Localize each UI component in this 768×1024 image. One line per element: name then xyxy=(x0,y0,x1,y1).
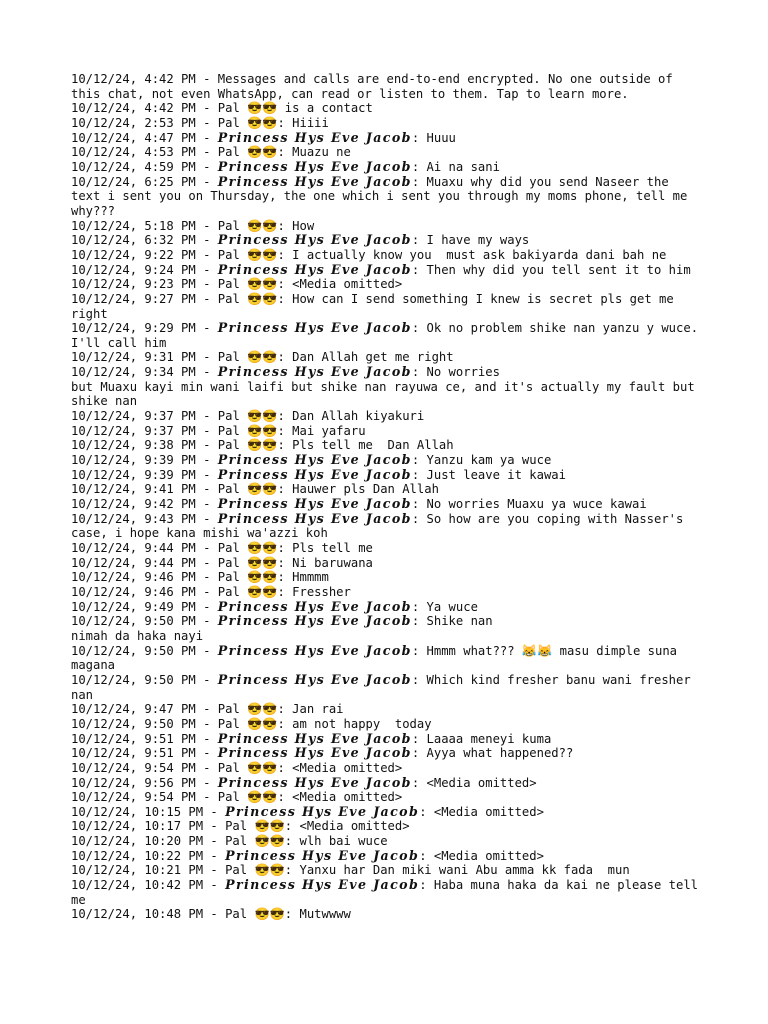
message-sender: Pal 😎😎 xyxy=(217,584,278,599)
message-text: Hiiii xyxy=(292,115,329,130)
message-timestamp: 10/12/24, 9:37 PM xyxy=(71,409,196,424)
message-line: 10/12/24, 9:46 PM - Pal 😎😎: Hmmmm xyxy=(71,570,329,585)
message-line: 10/12/24, 9:56 PM - Princess Hys Eve Jacob: <Media omitted> xyxy=(71,774,537,790)
message-line: 10/12/24, 10:21 PM - Pal 😎😎: Yanxu har Dan miki wani Abu amma kk fada mun xyxy=(71,863,630,878)
message-text: Pal 😎😎 is a contact xyxy=(217,101,373,116)
message-text: Laaaa meneyi kuma xyxy=(426,731,552,746)
message-sender: Pal 😎😎 xyxy=(225,819,285,834)
message-text: <Media omitted> xyxy=(433,848,544,863)
message-sender: Princess Hys Eve Jacob xyxy=(217,745,412,761)
message-timestamp: 10/12/24, 9:37 PM xyxy=(71,423,196,438)
message-text: <Media omitted> xyxy=(292,760,403,775)
message-sender: Princess Hys Eve Jacob xyxy=(225,877,420,893)
message-sender: Princess Hys Eve Jacob xyxy=(225,803,420,819)
message-sender: Princess Hys Eve Jacob xyxy=(217,158,412,174)
message-sender: Princess Hys Eve Jacob xyxy=(217,129,412,145)
message-line: 10/12/24, 9:23 PM - Pal 😎😎: <Media omitted> xyxy=(71,277,403,292)
message-text: Hmmm what??? 😹😹 masu dimple suna magana xyxy=(71,643,685,673)
message-line: 10/12/24, 4:59 PM - Princess Hys Eve Jacob: Ai na sani xyxy=(71,158,500,174)
message-timestamp: 10/12/24, 9:50 PM xyxy=(71,716,196,731)
message-sender: Princess Hys Eve Jacob xyxy=(217,510,412,526)
message-timestamp: 10/12/24, 9:46 PM xyxy=(71,584,196,599)
message-line: 10/12/24, 9:49 PM - Princess Hys Eve Jacob: Ya wuce xyxy=(71,598,478,614)
message-line: 10/12/24, 10:17 PM - Pal 😎😎: <Media omitted> xyxy=(71,819,410,834)
message-text: Ok no problem shike nan yanzu y wuce. I'll call him xyxy=(71,321,706,350)
message-sender: Princess Hys Eve Jacob xyxy=(217,730,412,746)
message-text: Dan Allah get me right xyxy=(292,350,454,365)
message-sender: Pal 😎😎 xyxy=(217,409,278,424)
message-line: 10/12/24, 4:53 PM - Pal 😎😎: Muazu ne xyxy=(71,145,351,160)
message-timestamp: 10/12/24, 9:31 PM xyxy=(71,350,196,365)
message-timestamp: 10/12/24, 9:23 PM xyxy=(71,277,196,292)
message-text: Haba muna haka da kai ne please tell me xyxy=(71,878,706,907)
message-timestamp: 10/12/24, 6:32 PM xyxy=(71,233,196,248)
message-line: 10/12/24, 10:20 PM - Pal 😎😎: wlh bai wuce xyxy=(71,834,388,849)
message-timestamp: 10/12/24, 5:18 PM xyxy=(71,218,196,233)
message-text: Muaxu why did you send Naseer the text i sent you on Thursday, the one which i sent you through my moms phone, tell me why??? xyxy=(71,174,695,218)
message-text: Hmmmm xyxy=(292,570,329,585)
message-text: Yanxu har Dan miki wani Abu amma kk fada mun xyxy=(299,863,630,878)
message-sender: Pal 😎😎 xyxy=(217,570,278,585)
message-text: Muazu ne xyxy=(292,145,351,160)
message-text: Ai na sani xyxy=(426,159,500,174)
message-line: 10/12/24, 10:48 PM - Pal 😎😎: Mutwwww xyxy=(71,907,351,922)
message-timestamp: 10/12/24, 9:56 PM xyxy=(71,775,196,790)
message-timestamp: 10/12/24, 10:22 PM xyxy=(71,848,204,863)
message-sender: Princess Hys Eve Jacob xyxy=(217,496,412,512)
message-line: 10/12/24, 9:54 PM - Pal 😎😎: <Media omitted> xyxy=(71,790,403,805)
message-timestamp: 10/12/24, 9:38 PM xyxy=(71,438,196,453)
message-text: Pls tell me Dan Allah xyxy=(292,438,454,453)
message-text: Huuu xyxy=(426,130,456,145)
message-text: Jan rai xyxy=(292,702,344,717)
message-sender: Pal 😎😎 xyxy=(217,438,278,453)
message-timestamp: 10/12/24, 9:46 PM xyxy=(71,570,196,585)
message-sender: Princess Hys Eve Jacob xyxy=(217,642,412,658)
message-timestamp: 10/12/24, 4:42 PM xyxy=(71,101,196,116)
message-line: 10/12/24, 9:51 PM - Princess Hys Eve Jacob: Ayya what happened?? xyxy=(71,745,574,761)
message-text: Shike nan nimah da haka nayi xyxy=(71,614,493,643)
message-text: Yanzu kam ya wuce xyxy=(426,453,552,468)
message-timestamp: 10/12/24, 2:53 PM xyxy=(71,115,196,130)
message-line: 10/12/24, 9:27 PM - Pal 😎😎: How can I send something I knew is secret pls get me right xyxy=(71,291,682,321)
message-line: 10/12/24, 9:46 PM - Pal 😎😎: Fressher xyxy=(71,584,351,599)
message-line: 10/12/24, 9:37 PM - Pal 😎😎: Mai yafaru xyxy=(71,423,366,438)
message-timestamp: 10/12/24, 9:34 PM xyxy=(71,365,196,380)
message-sender: Pal 😎😎 xyxy=(217,218,278,233)
message-text: <Media omitted> xyxy=(426,775,537,790)
message-line: 10/12/24, 10:22 PM - Princess Hys Eve Jacob: <Media omitted> xyxy=(71,847,544,863)
message-line: 10/12/24, 9:29 PM - Princess Hys Eve Jacob: Ok no problem shike nan yanzu y wuce. I'll call him xyxy=(71,320,706,350)
message-sender: Pal 😎😎 xyxy=(217,702,278,717)
message-line: 10/12/24, 10:15 PM - Princess Hys Eve Jacob: <Media omitted> xyxy=(71,803,544,819)
message-text: am not happy today xyxy=(292,716,432,731)
message-line: 10/12/24, 9:50 PM - Princess Hys Eve Jacob: Shike nan nimah da haka nayi xyxy=(71,613,493,643)
message-text: <Media omitted> xyxy=(299,819,410,834)
message-line: 10/12/24, 9:54 PM - Pal 😎😎: <Media omitted> xyxy=(71,760,403,775)
message-line: 10/12/24, 9:39 PM - Princess Hys Eve Jacob: Just leave it kawai xyxy=(71,466,566,482)
message-line: 10/12/24, 9:50 PM - Princess Hys Eve Jacob: Which kind fresher banu wani fresher nan xyxy=(71,671,699,702)
message-line: 10/12/24, 6:32 PM - Princess Hys Eve Jacob: I have my ways xyxy=(71,232,530,248)
message-timestamp: 10/12/24, 10:48 PM xyxy=(71,907,204,922)
message-text: Mai yafaru xyxy=(292,423,366,438)
message-sender: Pal 😎😎 xyxy=(217,291,278,306)
message-sender: Princess Hys Eve Jacob xyxy=(225,847,420,863)
message-timestamp: 10/12/24, 9:44 PM xyxy=(71,555,196,570)
message-sender: Pal 😎😎 xyxy=(217,145,278,160)
message-timestamp: 10/12/24, 9:50 PM xyxy=(71,614,196,629)
message-timestamp: 10/12/24, 9:51 PM xyxy=(71,746,196,761)
message-line: 10/12/24, 5:18 PM - Pal 😎😎: How xyxy=(71,218,315,233)
message-line: 10/12/24, 9:38 PM - Pal 😎😎: Pls tell me Dan Allah xyxy=(71,438,454,453)
message-line: 10/12/24, 9:44 PM - Pal 😎😎: Pls tell me xyxy=(71,541,373,555)
message-line: 10/12/24, 9:34 PM - Princess Hys Eve Jacob: No worries but Muaxu kayi min wani laifi but shike nan rayuwa ce, and it's actually my fault but shike nan xyxy=(71,365,703,409)
message-line: 10/12/24, 9:47 PM - Pal 😎😎: Jan rai xyxy=(71,702,344,717)
chat-export-log xyxy=(71,72,706,922)
message-timestamp: 10/12/24, 10:15 PM xyxy=(71,804,204,819)
message-timestamp: 10/12/24, 9:54 PM xyxy=(71,790,196,805)
message-sender: Pal 😎😎 xyxy=(217,277,278,292)
message-text: Then why did you tell sent it to him xyxy=(426,262,691,277)
message-timestamp: 10/12/24, 9:43 PM xyxy=(71,511,196,526)
message-sender: Pal 😎😎 xyxy=(217,482,278,497)
message-line: 10/12/24, 9:51 PM - Princess Hys Eve Jacob: Laaaa meneyi kuma xyxy=(71,730,552,746)
message-text: No worries Muaxu ya wuce kawai xyxy=(426,497,647,512)
message-line: 10/12/24, 9:39 PM - Princess Hys Eve Jacob: Yanzu kam ya wuce xyxy=(71,452,552,468)
message-sender: Pal 😎😎 xyxy=(217,716,278,731)
message-text: wlh bai wuce xyxy=(299,834,388,849)
message-timestamp: 10/12/24, 4:47 PM xyxy=(71,130,196,145)
message-sender: Pal 😎😎 xyxy=(217,115,278,130)
message-sender: Pal 😎😎 xyxy=(225,834,285,849)
message-line: 10/12/24, 9:24 PM - Princess Hys Eve Jacob: Then why did you tell sent it to him xyxy=(71,261,691,277)
message-timestamp: 10/12/24, 9:39 PM xyxy=(71,467,196,482)
message-text: Ni baruwana xyxy=(292,555,373,570)
message-text: Which kind fresher banu wani fresher nan xyxy=(71,672,699,702)
message-sender: Princess Hys Eve Jacob xyxy=(217,232,412,248)
message-timestamp: 10/12/24, 4:42 PM xyxy=(71,72,196,86)
message-sender: Princess Hys Eve Jacob xyxy=(217,671,412,687)
message-text: Ayya what happened?? xyxy=(426,746,574,761)
message-line: 10/12/24, 9:37 PM - Pal 😎😎: Dan Allah kiyakuri xyxy=(71,409,425,424)
message-line: 10/12/24, 9:22 PM - Pal 😎😎: I actually know you must ask bakiyarda dani bah ne xyxy=(71,247,667,262)
message-line: 10/12/24, 9:43 PM - Princess Hys Eve Jacob: So how are you coping with Nasser's case, i hope kana mishi wa'azzi koh xyxy=(71,510,691,541)
message-timestamp: 10/12/24, 9:27 PM xyxy=(71,291,196,306)
message-line: 10/12/24, 6:25 PM - Princess Hys Eve Jacob: Muaxu why did you send Naseer the text i sent you on Thursday, the one which i sent you through my moms phone, tell me why??? xyxy=(71,173,695,218)
message-text: Ya wuce xyxy=(426,599,478,614)
message-timestamp: 10/12/24, 9:22 PM xyxy=(71,247,196,262)
message-text: Hauwer pls Dan Allah xyxy=(292,482,439,497)
message-text: <Media omitted> xyxy=(433,804,544,819)
message-timestamp: 10/12/24, 10:42 PM xyxy=(71,878,204,893)
message-timestamp: 10/12/24, 4:59 PM xyxy=(71,159,196,174)
message-timestamp: 10/12/24, 9:42 PM xyxy=(71,497,196,512)
message-timestamp: 10/12/24, 9:29 PM xyxy=(71,321,196,336)
message-text: So how are you coping with Nasser's case, i hope kana mishi wa'azzi koh xyxy=(71,511,691,541)
message-sender: Pal 😎😎 xyxy=(217,555,278,570)
message-text: <Media omitted> xyxy=(292,277,403,292)
message-text: Pls tell me xyxy=(292,541,373,555)
message-line: 10/12/24, 10:42 PM - Princess Hys Eve Jacob: Haba muna haka da kai ne please tell me xyxy=(71,877,706,907)
message-line: 10/12/24, 9:41 PM - Pal 😎😎: Hauwer pls Dan Allah xyxy=(71,482,439,497)
message-line: 10/12/24, 9:50 PM - Princess Hys Eve Jacob: Hmmm what??? 😹😹 masu dimple suna magana xyxy=(71,642,685,673)
message-text: I actually know you must ask bakiyarda dani bah ne xyxy=(292,247,667,262)
message-sender: Pal 😎😎 xyxy=(217,247,278,262)
message-timestamp: 10/12/24, 9:39 PM xyxy=(71,453,196,468)
message-line: 10/12/24, 4:42 PM - Messages and calls are end-to-end encrypted. No one outside of this chat, not even WhatsApp, can read or listen to them. Tap to learn more. xyxy=(71,72,681,101)
message-sender: Princess Hys Eve Jacob xyxy=(217,613,412,629)
message-line: 10/12/24, 4:42 PM - Pal 😎😎 is a contact xyxy=(71,101,373,116)
message-timestamp: 10/12/24, 9:49 PM xyxy=(71,599,196,614)
message-sender: Pal 😎😎 xyxy=(217,350,278,365)
message-line: 10/12/24, 2:53 PM - Pal 😎😎: Hiiii xyxy=(71,115,329,130)
message-sender: Pal 😎😎 xyxy=(217,423,278,438)
message-timestamp: 10/12/24, 9:51 PM xyxy=(71,731,196,746)
message-sender: Pal 😎😎 xyxy=(217,760,278,775)
message-line: 10/12/24, 9:42 PM - Princess Hys Eve Jacob: No worries Muaxu ya wuce kawai xyxy=(71,496,647,512)
message-sender: Princess Hys Eve Jacob xyxy=(217,320,412,336)
message-timestamp: 10/12/24, 10:21 PM xyxy=(71,863,204,878)
message-timestamp: 10/12/24, 9:47 PM xyxy=(71,702,196,717)
message-timestamp: 10/12/24, 9:44 PM xyxy=(71,541,196,555)
message-timestamp: 10/12/24, 10:20 PM xyxy=(71,834,204,849)
message-timestamp: 10/12/24, 9:50 PM xyxy=(71,672,196,687)
message-timestamp: 10/12/24, 9:41 PM xyxy=(71,482,196,497)
message-text: Fressher xyxy=(292,584,351,599)
message-text: <Media omitted> xyxy=(292,790,403,805)
message-timestamp: 10/12/24, 6:25 PM xyxy=(71,174,196,189)
message-timestamp: 10/12/24, 4:53 PM xyxy=(71,145,196,160)
message-text: Just leave it kawai xyxy=(426,467,566,482)
message-sender: Princess Hys Eve Jacob xyxy=(217,452,412,468)
message-line: 10/12/24, 4:47 PM - Princess Hys Eve Jacob: Huuu xyxy=(71,129,456,145)
message-sender: Princess Hys Eve Jacob xyxy=(217,261,412,277)
message-line: 10/12/24, 9:44 PM - Pal 😎😎: Ni baruwana xyxy=(71,555,373,570)
message-text: No worries but Muaxu kayi min wani laifi but shike nan rayuwa ce, and it's actually my fault but shike nan xyxy=(71,365,695,409)
message-timestamp: 10/12/24, 10:17 PM xyxy=(71,819,204,834)
message-timestamp: 10/12/24, 9:54 PM xyxy=(71,760,196,775)
message-sender: Princess Hys Eve Jacob xyxy=(217,598,412,614)
message-text: Mutwwww xyxy=(299,907,351,922)
message-sender: Princess Hys Eve Jacob xyxy=(217,173,412,189)
message-timestamp: 10/12/24, 9:50 PM xyxy=(71,643,196,658)
message-text: How xyxy=(292,218,315,233)
message-sender: Princess Hys Eve Jacob xyxy=(217,364,412,380)
message-text: I have my ways xyxy=(426,233,530,248)
message-line: 10/12/24, 9:50 PM - Pal 😎😎: am not happy today xyxy=(71,716,432,731)
message-sender: Pal 😎😎 xyxy=(225,863,285,878)
message-text: How can I send something I knew is secret pls get me right xyxy=(71,291,682,321)
message-sender: Pal 😎😎 xyxy=(217,790,278,805)
message-sender: Pal 😎😎 xyxy=(225,907,285,922)
message-line: 10/12/24, 9:31 PM - Pal 😎😎: Dan Allah get me right xyxy=(71,350,454,365)
message-timestamp: 10/12/24, 9:24 PM xyxy=(71,262,196,277)
message-sender: Pal 😎😎 xyxy=(217,541,278,555)
message-text: Dan Allah kiyakuri xyxy=(292,409,425,424)
message-sender: Princess Hys Eve Jacob xyxy=(217,774,412,790)
message-text: Messages and calls are end-to-end encrypted. No one outside of this chat, not even WhatsApp, can read or listen to them. Tap to learn more. xyxy=(71,72,681,101)
message-sender: Princess Hys Eve Jacob xyxy=(217,466,412,482)
